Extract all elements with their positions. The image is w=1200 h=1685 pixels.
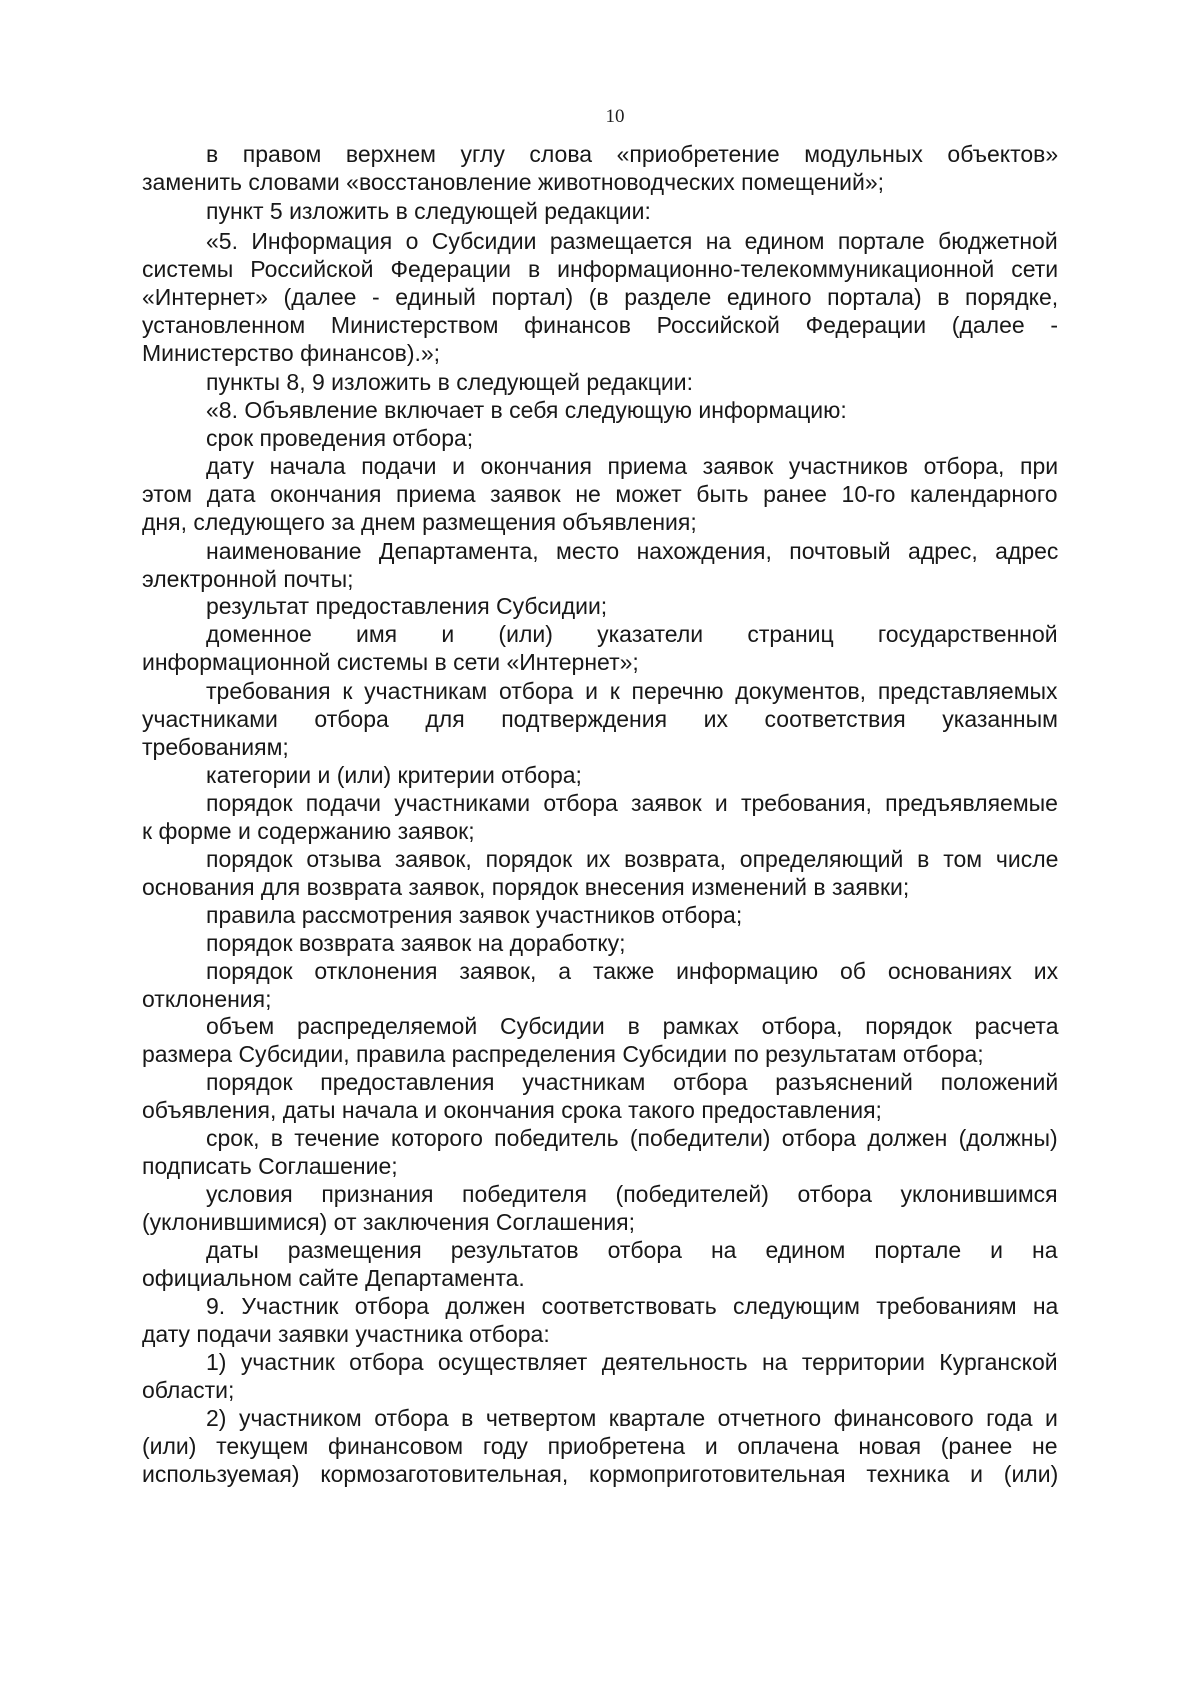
text-line: Министерство финансов).»; <box>142 340 441 366</box>
text-line: размера Субсидии, правила распределения Субсидии по результатам отбора; <box>142 1041 984 1067</box>
text-line: к форме и содержанию заявок; <box>142 818 475 844</box>
text-line: объявления, даты начала и окончания срока такого предоставления; <box>142 1097 882 1123</box>
text-line: 1) участник отбора осуществляет деятельность на территории Курганской <box>206 1349 1058 1375</box>
text-line: категории и (или) критерии отбора; <box>206 762 582 788</box>
text-line: «Интернет» (далее - единый портал) (в разделе единого портала) в порядке, <box>142 284 1059 310</box>
text-line: наименование Департамента, место нахождения, почтовый адрес, адрес <box>206 538 1059 564</box>
text-line: электронной почты; <box>142 566 354 592</box>
text-line: «8. Объявление включает в себя следующую информацию: <box>206 397 847 423</box>
text-line: пункт 5 изложить в следующей редакции: <box>206 198 651 224</box>
text-line: результат предоставления Субсидии; <box>206 593 608 619</box>
text-line: подписать Соглашение; <box>142 1153 398 1179</box>
text-line: доменное имя и (или) указатели страниц государственной <box>206 621 1058 647</box>
text-line: порядок предоставления участникам отбора разъяснений положений <box>206 1069 1059 1095</box>
text-line: дня, следующего за днем размещения объявления; <box>142 509 697 535</box>
text-line: «5. Информация о Субсидии размещается на едином портале бюджетной <box>206 228 1058 254</box>
text-line: этом дата окончания приема заявок не может быть ранее 10-го календарного <box>142 481 1058 507</box>
text-line: даты размещения результатов отбора на едином портале и на <box>206 1237 1058 1263</box>
text-line: условия признания победителя (победителей) отбора уклонившимся <box>206 1181 1058 1207</box>
text-line: срок, в течение которого победитель (победители) отбора должен (должны) <box>206 1125 1058 1151</box>
text-line: отклонения; <box>142 986 272 1012</box>
text-line: порядок возврата заявок на доработку; <box>206 930 626 956</box>
text-line: системы Российской Федерации в информационно-телекоммуникационной сети <box>142 256 1059 282</box>
text-line: 2) участником отбора в четвертом квартале отчетного финансового года и <box>206 1405 1058 1431</box>
text-line: (или) текущем финансовом году приобретена и оплачена новая (ранее не <box>142 1433 1058 1459</box>
text-line: порядок отзыва заявок, порядок их возврата, определяющий в том числе <box>206 846 1059 872</box>
text-line: используемая) кормозаготовительная, кормоприготовительная техника и (или) <box>142 1461 1059 1487</box>
text-line: дату начала подачи и окончания приема заявок участников отбора, при <box>206 453 1059 479</box>
text-line: порядок отклонения заявок, а также информацию об основаниях их <box>206 958 1059 984</box>
text-line: пункты 8, 9 изложить в следующей редакции: <box>206 369 693 395</box>
text-line: области; <box>142 1377 235 1403</box>
page-number: 10 <box>605 106 625 127</box>
text-line: основания для возврата заявок, порядок внесения изменений в заявки; <box>142 874 910 900</box>
text-line: правила рассмотрения заявок участников отбора; <box>206 902 743 928</box>
text-line: требования к участникам отбора и к перечню документов, представляемых <box>206 678 1058 704</box>
text-line: официальном сайте Департамента. <box>142 1265 525 1291</box>
text-line: в правом верхнем углу слова «приобретение модульных объектов» <box>206 141 1059 167</box>
text-line: участниками отбора для подтверждения их соответствия указанным <box>142 706 1058 732</box>
text-line: 9. Участник отбора должен соответствовать следующим требованиям на <box>206 1293 1059 1319</box>
text-line: дату подачи заявки участника отбора: <box>142 1321 550 1347</box>
text-line: требованиям; <box>142 734 289 760</box>
text-line: установленном Министерством финансов Российской Федерации (далее - <box>142 312 1059 338</box>
text-line: объем распределяемой Субсидии в рамках отбора, порядок расчета <box>206 1013 1059 1039</box>
text-line: порядок подачи участниками отбора заявок и требования, предъявляемые <box>206 790 1058 816</box>
text-line: срок проведения отбора; <box>206 425 474 451</box>
text-line: (уклонившимися) от заключения Соглашения; <box>142 1209 636 1235</box>
text-line: информационной системы в сети «Интернет»; <box>142 649 639 675</box>
text-line: заменить словами «восстановление животноводческих помещений»; <box>142 169 885 195</box>
